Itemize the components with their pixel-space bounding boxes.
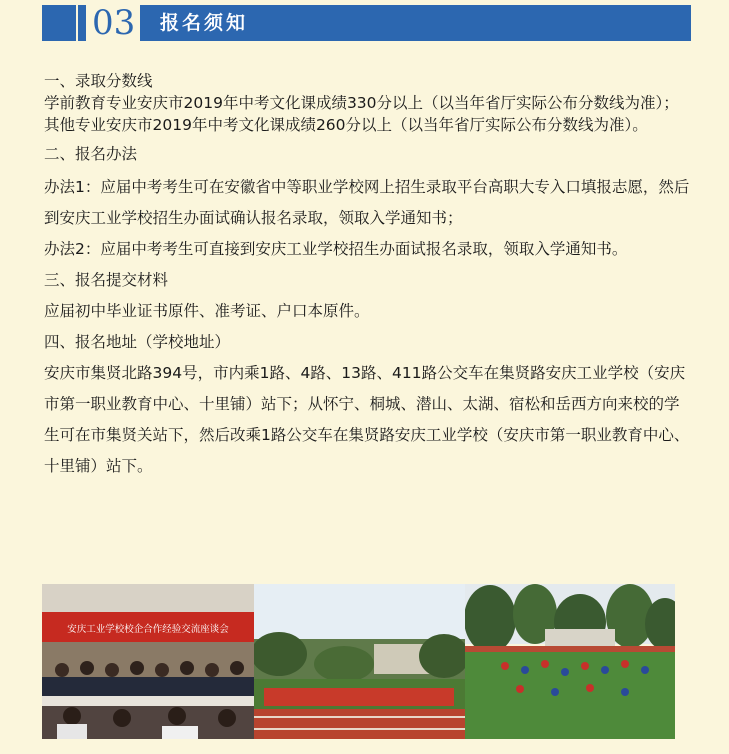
registration-method-2: 办法2：应届中考考生可直接到安庆工业学校招生办面试报名录取，领取入学通知书。: [44, 240, 628, 258]
meeting-banner-text: 安庆工业学校校企合作经验交流座谈会: [67, 624, 229, 635]
materials-text: 应届初中毕业证书原件、准考证、户口本原件。: [44, 302, 370, 320]
address-text: 安庆市集贤北路394号，市内乘1路、4路、13路、411路公交车在集贤路安庆工业学校（安庆市第一职业教育中心、十里铺）站下；从怀宁、桐城、潜山、太湖、宿松和岳西方向来校的学生可在市集贤关站下，然后改乘1路公交车在集贤路安庆工业学校（安庆市第一职业教育中心、十里铺）站下。: [44, 364, 690, 475]
section-title: 报名须知: [160, 12, 249, 34]
photo-strip: [42, 584, 675, 739]
meeting-photo: [42, 584, 254, 739]
score-line-text: 学前教育专业安庆市2019年中考文化课成绩330分以上（以当年省厅实际公布分数线为准）；其他专业安庆市2019年中考文化课成绩260分以上（以当年省厅实际公布分数线为准）。: [44, 94, 679, 134]
materials-heading: 三、报名提交材料: [44, 271, 169, 289]
header-accent-stripe: [78, 5, 86, 41]
registration-method-heading: 二、报名办法: [44, 145, 138, 163]
campus-parade-photo: [254, 584, 465, 739]
cheer-performance-photo: [465, 584, 675, 739]
registration-method-1: 办法1：应届中考考生可在安徽省中等职业学校网上招生录取平台高职大专入口填报志愿，然后到安庆工业学校招生办面试确认报名录取，领取入学通知书；: [44, 178, 690, 227]
address-heading: 四、报名地址（学校地址）: [44, 333, 231, 351]
header-accent-block: [42, 5, 76, 41]
registration-content: [44, 70, 694, 482]
score-line-heading: 一、录取分数线: [44, 72, 153, 90]
section-number: 03: [92, 3, 136, 43]
